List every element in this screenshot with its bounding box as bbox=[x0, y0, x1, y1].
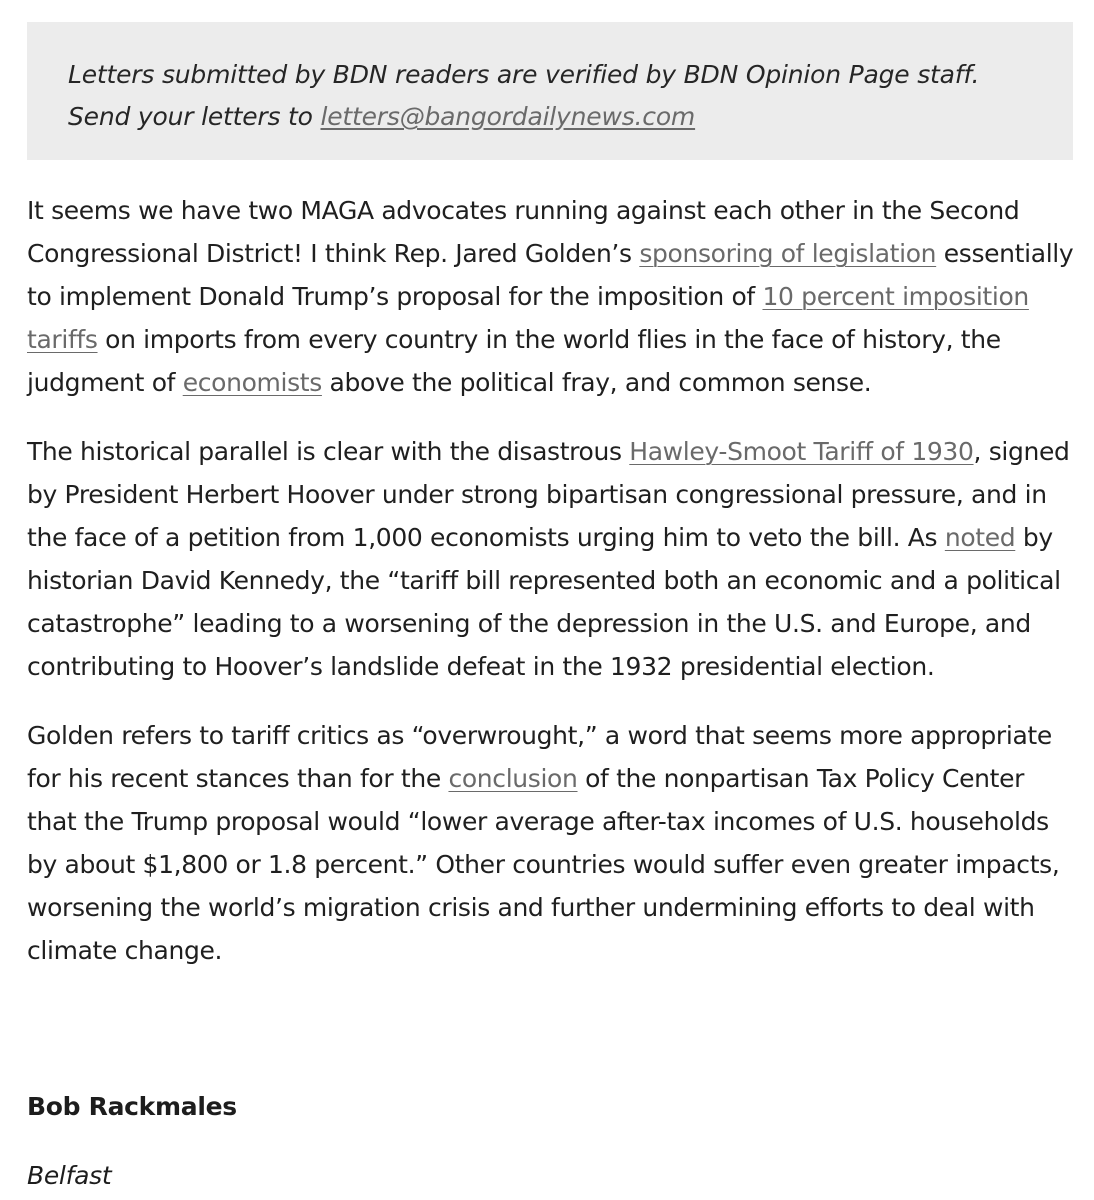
letter-body bbox=[27, 189, 1077, 998]
notice-line-2-prefix: Send your letters to bbox=[68, 102, 321, 131]
author-location: Belfast bbox=[27, 1161, 112, 1190]
p1-text-4: above the political fray, and common sense. bbox=[321, 368, 872, 397]
paragraph-2 bbox=[27, 430, 1077, 688]
economists-link[interactable]: economists bbox=[182, 368, 322, 397]
p2-text-1: The historical parallel is clear with the disastrous bbox=[27, 437, 630, 466]
noted-link[interactable]: noted bbox=[944, 523, 1016, 552]
p2-text-3: by historian David Kennedy, the “tariff bill represented both an economic and a political catastrophe” leading to a worsening of the depression in the U.S. and Europe, and contributing to Hoover’s landslide defeat in the 1932 presidential election. bbox=[27, 523, 1061, 681]
sponsoring-legislation-link[interactable]: sponsoring of legislation bbox=[639, 239, 937, 268]
paragraph-3 bbox=[27, 714, 1077, 972]
tariffs-link[interactable]: 10 percent imposition tariffs bbox=[27, 282, 1029, 354]
p1-text-1: It seems we have two MAGA advocates running against each other in the Second Congressional District! I think Rep. Jared Golden’s bbox=[27, 196, 1020, 268]
p1-text-2: essentially to implement Donald Trump’s proposal for the imposition of bbox=[27, 239, 1074, 311]
author-name: Bob Rackmales bbox=[27, 1092, 237, 1121]
submission-notice-box bbox=[27, 22, 1073, 160]
p3-text-2: of the nonpartisan Tax Policy Center that the Trump proposal would “lower average after-tax incomes of U.S. households by about $1,800 or 1.8 percent.” Other countries would suffer even greater impacts, worsening the world’s migration crisis and further undermining efforts to deal with climate change. bbox=[27, 764, 1060, 965]
p3-text-1: Golden refers to tariff critics as “overwrought,” a word that seems more appropriate for his recent stances than for the bbox=[27, 721, 1052, 793]
p1-text-3: on imports from every country in the world flies in the face of history, the judgment of bbox=[27, 325, 1001, 397]
notice-line-1: Letters submitted by BDN readers are verified by BDN Opinion Page staff. bbox=[68, 60, 980, 89]
letters-email-link[interactable]: letters@bangordailynews.com bbox=[320, 102, 696, 131]
hawley-smoot-link[interactable]: Hawley-Smoot Tariff of 1930 bbox=[629, 437, 974, 466]
paragraph-1 bbox=[27, 189, 1077, 404]
conclusion-link[interactable]: conclusion bbox=[448, 764, 578, 793]
p2-text-2: , signed by President Herbert Hoover under strong bipartisan congressional pressure, and in the face of a petition from 1,000 economists urging him to veto the bill. As bbox=[27, 437, 1070, 552]
notice-line-2 bbox=[68, 96, 1073, 138]
